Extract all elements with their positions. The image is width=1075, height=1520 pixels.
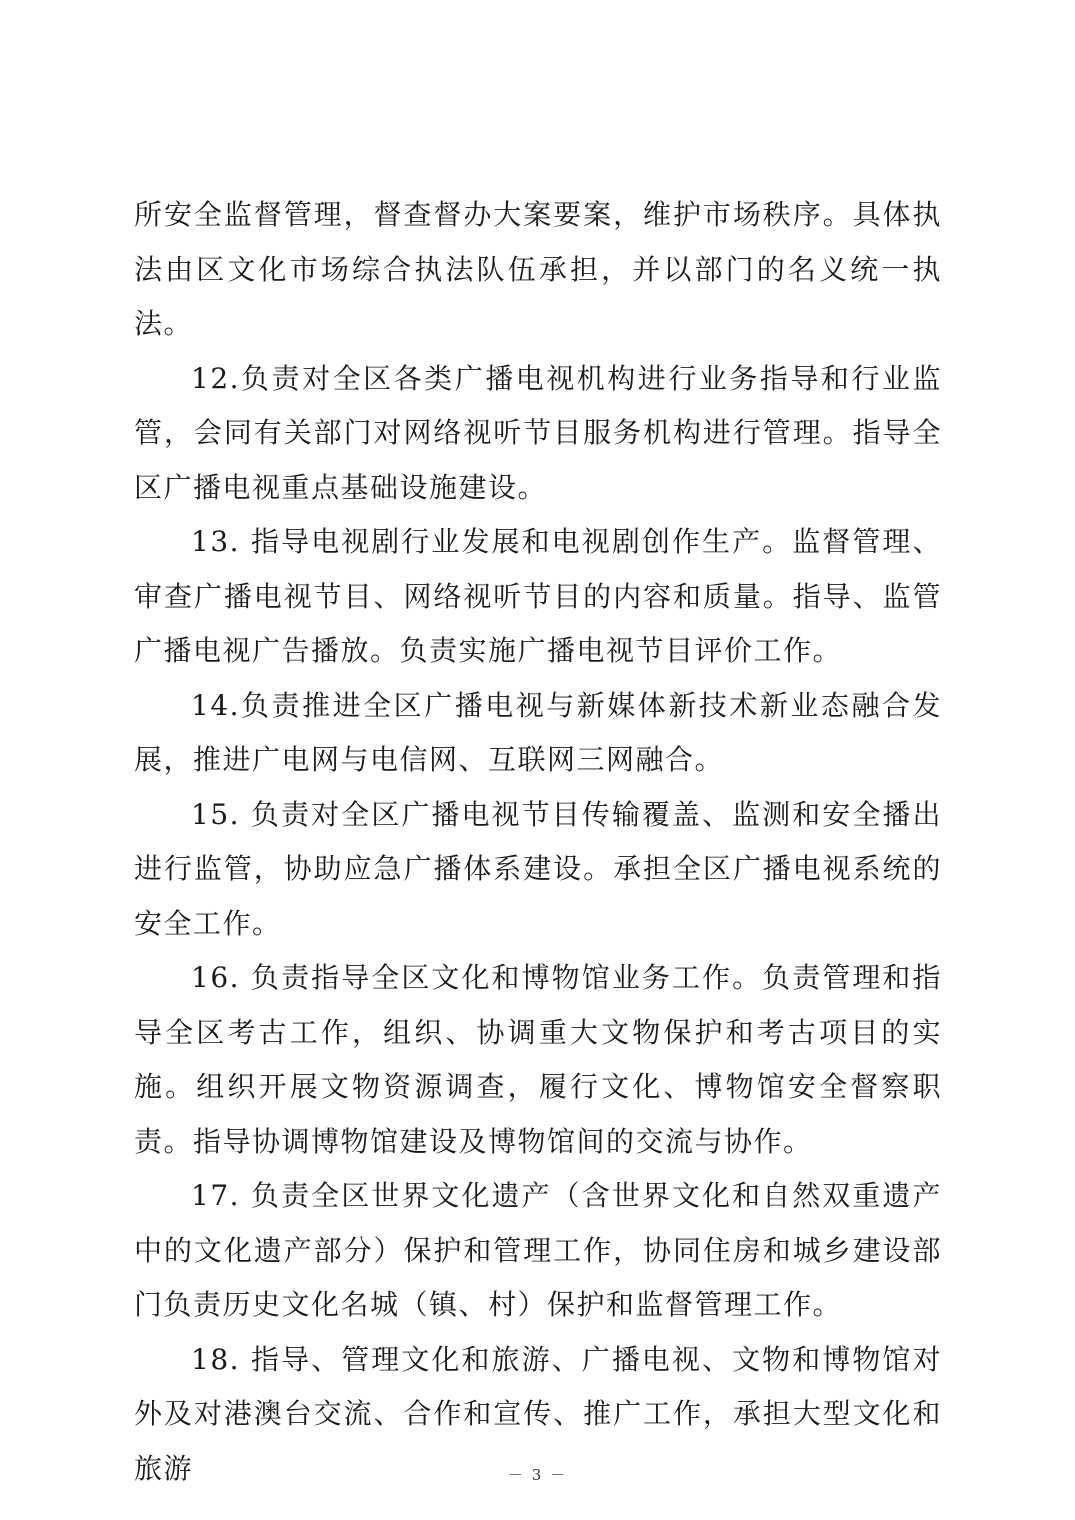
page-number: － 3 －: [507, 1466, 568, 1484]
body-text: [134, 188, 942, 1496]
paragraph-item-12: 12.负责对全区各类广播电视机构进行业务指导和行业监管，会同有关部门对网络视听节目服务机构进行管理。指导全区广播电视重点基础设施建设。: [134, 361, 942, 504]
paragraph-item-17: 17. 负责全区世界文化遗产（含世界文化和自然双重遗产中的文化遗产部分）保护和管理工作，协同住房和城乡建设部门负责历史文化名城（镇、村）保护和监督管理工作。: [134, 1179, 942, 1321]
paragraph-item-14: 14.负责推进全区广播电视与新媒体新技术新业态融合发展，推进广电网与电信网、互联网三网融合。: [134, 688, 942, 776]
paragraph-item-13: 13. 指导电视剧行业发展和电视剧创作生产。监督管理、审查广播电视节目、网络视听节目的内容和质量。指导、监管广播电视广告播放。负责实施广播电视节目评价工作。: [134, 525, 942, 667]
paragraph-item-15: 15. 负责对全区广播电视节目传输覆盖、监测和安全播出进行监管，协助应急广播体系建设。承担全区广播电视系统的安全工作。: [134, 797, 942, 940]
paragraph-item-16: 16. 负责指导全区文化和博物馆业务工作。负责管理和指导全区考古工作，组织、协调重大文物保护和考古项目的实施。组织开展文物资源调查，履行文化、博物馆安全督察职责。指导协调博物馆建设及博物馆间的交流与协作。: [134, 961, 942, 1158]
paragraph-continuation: 所安全监督管理，督查督办大案要案，维护市场秩序。具体执法由区文化市场综合执法队伍承担，并以部门的名义统一执法。: [134, 198, 942, 340]
paragraph-item-18: 18. 指导、管理文化和旅游、广播电视、文物和博物馆对外及对港澳台交流、合作和宣传、推广工作，承担大型文化和旅游: [134, 1342, 942, 1485]
